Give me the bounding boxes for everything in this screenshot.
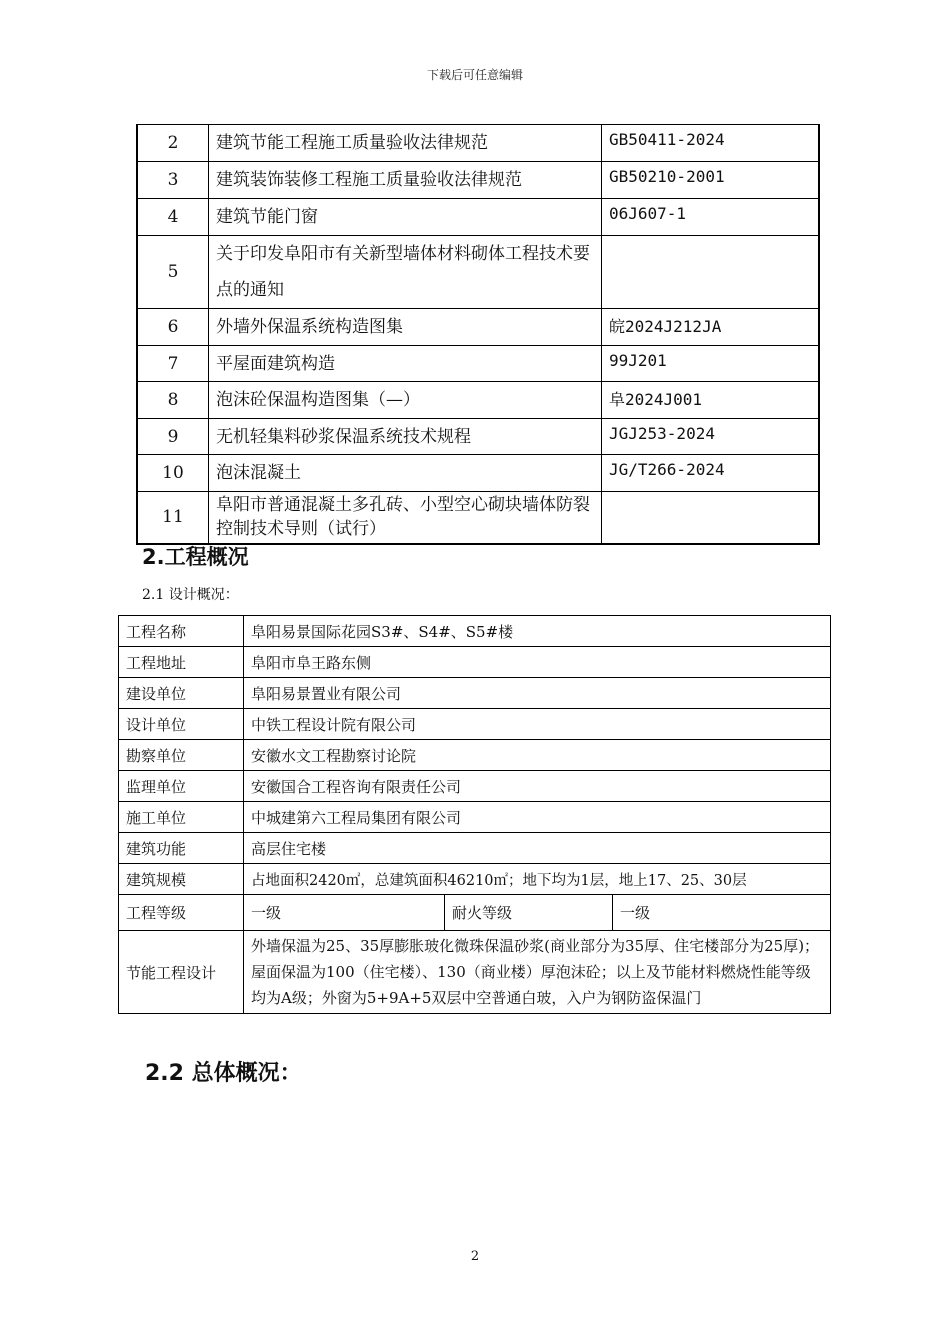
fire-rating-label: 耐火等级 bbox=[445, 895, 613, 931]
scale-label: 建筑规模 bbox=[119, 864, 244, 895]
page-header: 下载后可任意编辑 bbox=[426, 68, 523, 82]
standard-code: 06J607-1 bbox=[602, 199, 820, 236]
table-row bbox=[137, 492, 819, 544]
scale-value: 占地面积2420㎡，总建筑面积46210㎡；地下均为1层，地上17、25、30层 bbox=[244, 864, 831, 895]
row-number: 2 bbox=[137, 125, 209, 162]
table-row bbox=[119, 931, 831, 1014]
designer-label: 设计单位 bbox=[119, 709, 244, 740]
standard-code: GB50210-2001 bbox=[602, 162, 820, 199]
page-number: 2 bbox=[470, 1249, 480, 1264]
section-title: 2.工程概况 bbox=[142, 545, 249, 569]
energy-design-value: 外墙保温为25、35厚膨胀玻化微珠保温砂浆(商业部分为35厚、住宅楼部分为25厚)；屋面保温为100（住宅楼）、130（商业楼）厚泡沫砼；以上及节能材料燃烧性能等级均为A级；外窗为5+9A+5双层中空普通白玻，入户为钢防盗保温门 bbox=[244, 931, 831, 1014]
standard-name: 无机轻集料砂浆保温系统技术规程 bbox=[209, 419, 602, 455]
standard-code: GB50411-2024 bbox=[602, 125, 820, 162]
standard-name: 泡沫混凝土 bbox=[209, 455, 602, 492]
standard-name: 平屋面建筑构造 bbox=[209, 346, 602, 382]
standard-name: 建筑节能门窗 bbox=[209, 199, 602, 236]
survey-value: 安徽水文工程勘察讨论院 bbox=[244, 740, 831, 771]
table-row bbox=[137, 382, 819, 419]
grade-value: 一级 bbox=[244, 895, 445, 931]
standard-name: 泡沫砼保温构造图集（—） bbox=[209, 382, 602, 419]
table-row bbox=[119, 771, 831, 802]
standard-code: 99J201 bbox=[602, 346, 820, 382]
row-number: 8 bbox=[137, 382, 209, 419]
table-row bbox=[137, 125, 819, 162]
standard-code bbox=[602, 236, 820, 309]
table-row bbox=[119, 678, 831, 709]
row-number: 5 bbox=[137, 236, 209, 309]
standards-table bbox=[136, 124, 820, 545]
standard-code: JGJ253-2024 bbox=[602, 419, 820, 455]
fire-rating-value: 一级 bbox=[613, 895, 831, 931]
standard-code bbox=[602, 492, 820, 544]
table-row bbox=[137, 346, 819, 382]
project-name-label: 工程名称 bbox=[119, 616, 244, 647]
table-row bbox=[137, 309, 819, 346]
address-label: 工程地址 bbox=[119, 647, 244, 678]
energy-design-label: 节能工程设计 bbox=[119, 931, 244, 1014]
row-number: 7 bbox=[137, 346, 209, 382]
standard-name: 建筑装饰装修工程施工质量验收法律规范 bbox=[209, 162, 602, 199]
owner-value: 阜阳易景置业有限公司 bbox=[244, 678, 831, 709]
table-row bbox=[119, 616, 831, 647]
row-number: 6 bbox=[137, 309, 209, 346]
table-row bbox=[119, 802, 831, 833]
contractor-label: 施工单位 bbox=[119, 802, 244, 833]
designer-value: 中铁工程设计院有限公司 bbox=[244, 709, 831, 740]
table-row bbox=[119, 709, 831, 740]
standard-code: 阜2024J001 bbox=[602, 382, 820, 419]
standard-name: 建筑节能工程施工质量验收法律规范 bbox=[209, 125, 602, 162]
subsection-label: 2.1 设计概况： bbox=[142, 587, 239, 603]
standard-name: 阜阳市普通混凝土多孔砖、小型空心砌块墙体防裂控制技术导则（试行） bbox=[209, 492, 602, 544]
table-row bbox=[137, 455, 819, 492]
supervisor-label: 监理单位 bbox=[119, 771, 244, 802]
function-value: 高层住宅楼 bbox=[244, 833, 831, 864]
function-label: 建筑功能 bbox=[119, 833, 244, 864]
row-number: 10 bbox=[137, 455, 209, 492]
row-number: 3 bbox=[137, 162, 209, 199]
project-name-value: 阜阳易景国际花园S3#、S4#、S5#楼 bbox=[244, 616, 831, 647]
table-row bbox=[137, 419, 819, 455]
table-row bbox=[119, 740, 831, 771]
table-row bbox=[119, 833, 831, 864]
table-row bbox=[119, 864, 831, 895]
standard-code: 皖2024J212JA bbox=[602, 309, 820, 346]
owner-label: 建设单位 bbox=[119, 678, 244, 709]
standard-code: JG/T266-2024 bbox=[602, 455, 820, 492]
contractor-value: 中城建第六工程局集团有限公司 bbox=[244, 802, 831, 833]
row-number: 11 bbox=[137, 492, 209, 544]
row-number: 9 bbox=[137, 419, 209, 455]
row-number: 4 bbox=[137, 199, 209, 236]
standard-name: 关于印发阜阳市有关新型墙体材料砌体工程技术要点的通知 bbox=[209, 236, 602, 309]
address-value: 阜阳市阜王路东侧 bbox=[244, 647, 831, 678]
table-row bbox=[119, 895, 831, 931]
table-row bbox=[137, 236, 819, 309]
table-row bbox=[119, 647, 831, 678]
survey-label: 勘察单位 bbox=[119, 740, 244, 771]
project-overview-table bbox=[118, 615, 831, 1014]
table-row bbox=[137, 162, 819, 199]
table-row bbox=[137, 199, 819, 236]
grade-label: 工程等级 bbox=[119, 895, 244, 931]
standard-name: 外墙外保温系统构造图集 bbox=[209, 309, 602, 346]
section-title: 2.2 总体概况： bbox=[145, 1061, 302, 1086]
supervisor-value: 安徽国合工程咨询有限责任公司 bbox=[244, 771, 831, 802]
